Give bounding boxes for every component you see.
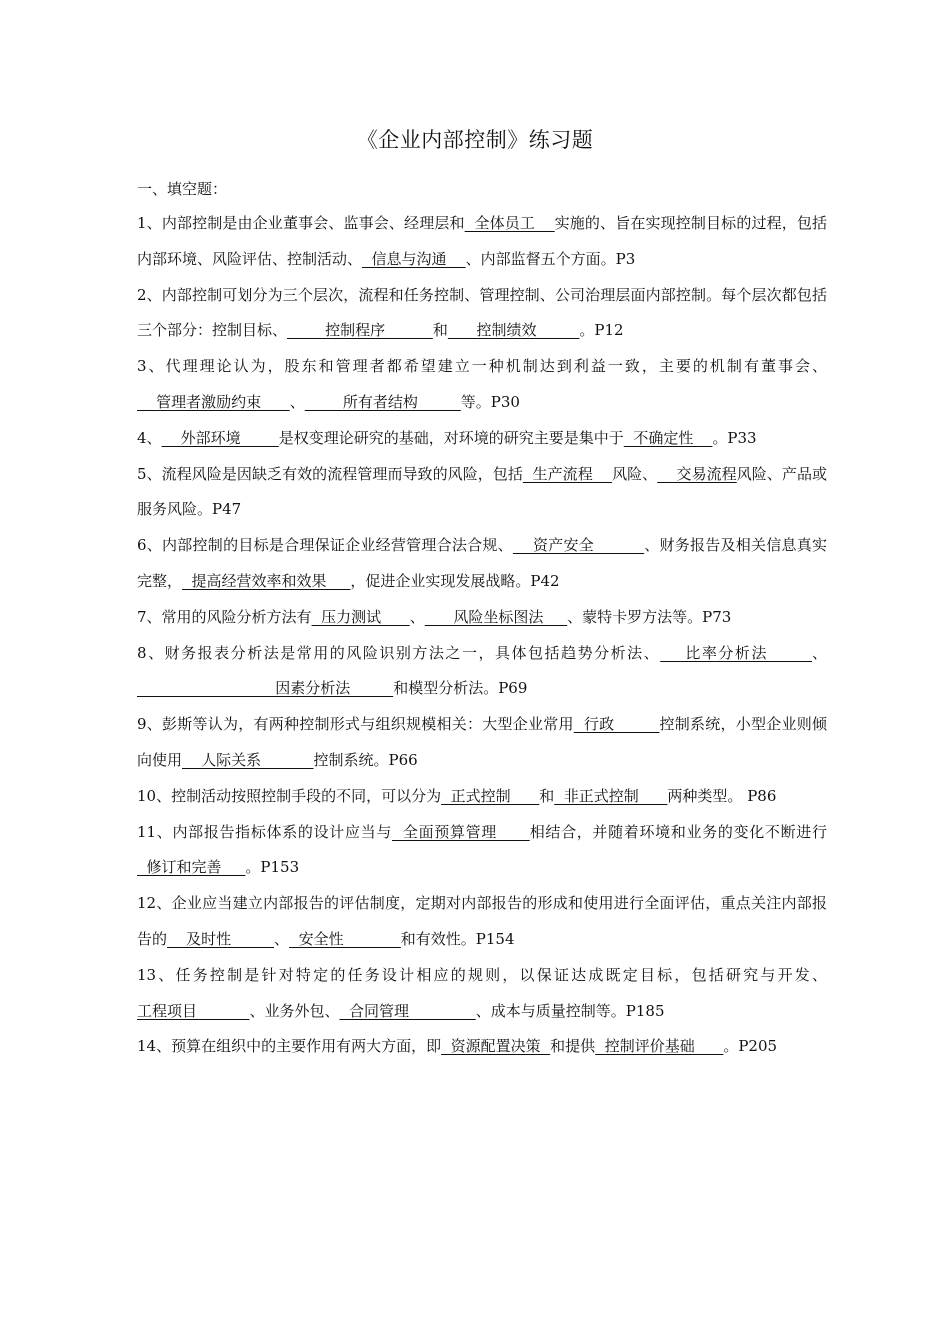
- answer-blank: 资源配置决策: [441, 1037, 551, 1056]
- question-text: ，促进企业实现发展战略。P42: [350, 571, 560, 590]
- question-text: 8、财务报表分析法是常用的风险识别方法之一，具体包括趋势分析法、: [137, 643, 661, 662]
- answer-blank: 修订和完善: [137, 858, 246, 877]
- answer-blank: 资产安全: [512, 536, 645, 555]
- question-text: 。P153: [245, 858, 300, 877]
- question-text: 两种类型。 P86: [667, 786, 777, 805]
- question-text: 。P33: [712, 428, 757, 447]
- answer-blank: 全面预算管理: [392, 822, 530, 841]
- question-text: 4、: [137, 428, 162, 447]
- question-list: [137, 206, 827, 1065]
- question-text: 7、常用的风险分析方法有: [137, 607, 312, 626]
- question-text: 、成本与质量控制等。P185: [475, 1001, 665, 1020]
- answer-blank: 交易流程: [657, 464, 737, 483]
- question-item: [137, 779, 827, 815]
- question-item: [137, 457, 827, 529]
- question-text: 控制系统。P66: [313, 750, 418, 769]
- answer-blank: 外部环境: [161, 428, 279, 447]
- question-text: 风险、产品或服务风险。P47: [137, 464, 827, 519]
- question-text: 和: [539, 786, 555, 805]
- question-item: [137, 707, 827, 779]
- question-item: [137, 636, 827, 708]
- answer-blank: 控制评价基础: [595, 1037, 724, 1056]
- answer-blank: 安全性: [289, 929, 401, 948]
- answer-blank: 比率分析法: [660, 643, 812, 662]
- question-text: 是权变理论研究的基础，对环境的研究主要是集中于: [278, 428, 624, 447]
- question-item: [137, 958, 827, 1030]
- question-item: [137, 206, 827, 278]
- question-text: 、蒙特卡罗方法等。P73: [567, 607, 732, 626]
- question-text: 、: [274, 929, 290, 948]
- answer-blank: 压力测试: [311, 607, 410, 626]
- answer-blank: 信息与沟通: [362, 249, 466, 268]
- document-title: 《企业内部控制》练习题: [356, 128, 594, 152]
- question-text: 风险、: [612, 464, 658, 483]
- question-text: 、业务外包、: [249, 1001, 340, 1020]
- question-text: 1、内部控制是由企业董事会、监事会、经理层和: [137, 214, 465, 232]
- question-text: 。P12: [579, 321, 624, 340]
- question-item: [137, 886, 827, 958]
- question-text: 和有效性。P154: [400, 929, 515, 948]
- question-text: 、: [409, 607, 425, 626]
- answer-blank: 风险坐标图法: [424, 607, 568, 626]
- answer-blank: 人际关系: [182, 750, 314, 769]
- answer-blank: 全体员工: [464, 214, 555, 232]
- question-text: 相结合，并随着环境和业务的变化不断进行: [529, 822, 827, 841]
- question-text: 和模型分析法。P69: [393, 679, 528, 698]
- answer-blank: 合同管理: [339, 1001, 476, 1020]
- question-item: [137, 421, 827, 457]
- question-item: [137, 278, 827, 350]
- question-text: 、内部监督五个方面。P3: [465, 249, 636, 268]
- question-text: 14、预算在组织中的主要作用有两大方面，即: [137, 1037, 442, 1056]
- question-text: 实施的、旨在实现控制目标的过程，包括内部环境、风险评估、控制活动、: [137, 214, 828, 268]
- question-text: 和: [432, 321, 448, 340]
- question-text: 13、任务控制是针对特定的任务设计相应的规则，以保证达成既定目标，包括研究与开发、: [137, 965, 827, 984]
- answer-blank: 及时性: [167, 929, 275, 948]
- answer-blank: 非正式控制: [554, 786, 668, 805]
- question-text: 2、内部控制可划分为三个层次，流程和任务控制、管理控制、公司治理层面内部控制。每个层次都包括三个部分：控制目标、: [137, 285, 827, 340]
- question-item: [137, 528, 827, 600]
- question-text: 、财务报告及相关信息真实完整，: [137, 536, 827, 590]
- answer-blank: 生产流程: [522, 464, 613, 483]
- answer-blank: 正式控制: [441, 786, 540, 805]
- answer-blank: 提高经营效率和效果: [182, 571, 351, 590]
- question-text: 、: [289, 392, 305, 411]
- answer-blank: 因素分析法: [137, 679, 394, 698]
- question-text: 5、流程风险是因缺乏有效的流程管理而导致的风险，包括: [137, 464, 523, 483]
- question-item: [137, 815, 827, 887]
- question-text: 9、彭斯等认为，有两种控制形式与组织规模相关：大型企业常用: [137, 715, 574, 734]
- question-text: 6、内部控制的目标是合理保证企业经营管理合法合规、: [137, 536, 513, 555]
- question-text: 控制系统，小型企业则倾向使用: [137, 715, 827, 769]
- question-text: 10、控制活动按照控制手段的不同，可以分为: [137, 786, 442, 805]
- question-text: 和提供: [550, 1037, 596, 1056]
- answer-blank: 行政: [573, 715, 660, 734]
- answer-blank: 控制绩效: [447, 321, 580, 340]
- answer-blank: 控制程序: [287, 321, 433, 340]
- question-text: 12、企业应当建立内部报告的评估制度，定期对内部报告的形成和使用进行全面评估，重点关注内部报告的: [137, 894, 827, 948]
- section-heading: 一、填空题：: [137, 180, 228, 198]
- question-text: 。P205: [723, 1037, 778, 1056]
- question-item: [137, 600, 827, 636]
- question-text: 11、内部报告指标体系的设计应当与: [137, 822, 392, 841]
- answer-blank: 工程项目: [137, 1001, 250, 1020]
- answer-blank: 不确定性: [623, 428, 713, 447]
- question-text: 3、代理理论认为，股东和管理者都希望建立一种机制达到利益一致，主要的机制有董事会、: [137, 357, 827, 376]
- question-text: 等。P30: [460, 392, 520, 411]
- question-text: 、: [811, 643, 827, 662]
- question-item: [137, 349, 827, 421]
- answer-blank: 所有者结构: [304, 392, 461, 411]
- question-item: [137, 1029, 827, 1065]
- answer-blank: 管理者激励约束: [137, 392, 290, 411]
